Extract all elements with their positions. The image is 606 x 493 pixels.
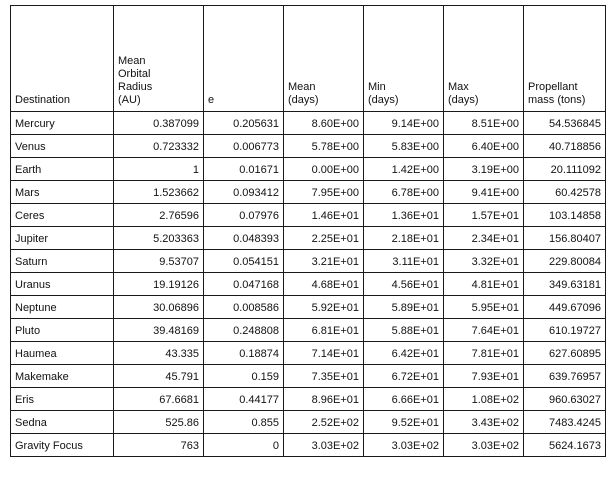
cell-mean-days: 5.92E+01 xyxy=(284,296,364,319)
cell-destination: Neptune xyxy=(11,296,114,319)
cell-max-days: 7.93E+01 xyxy=(444,365,524,388)
table-row xyxy=(11,250,606,273)
header-row xyxy=(11,6,606,112)
table-row xyxy=(11,411,606,434)
header-mean-orbital-radius: Mean Orbital Radius (AU) xyxy=(114,6,204,112)
cell-eccentricity: 0.047168 xyxy=(204,273,284,296)
table-row xyxy=(11,112,606,135)
cell-propellant-mass: 610.19727 xyxy=(524,319,606,342)
cell-destination: Sedna xyxy=(11,411,114,434)
cell-max-days: 8.51E+00 xyxy=(444,112,524,135)
cell-mean-days: 2.25E+01 xyxy=(284,227,364,250)
cell-destination: Pluto xyxy=(11,319,114,342)
cell-min-days: 5.88E+01 xyxy=(364,319,444,342)
table-row xyxy=(11,181,606,204)
cell-destination: Haumea xyxy=(11,342,114,365)
cell-mean-orbital-radius: 525.86 xyxy=(114,411,204,434)
cell-mean-orbital-radius: 0.723332 xyxy=(114,135,204,158)
cell-destination: Makemake xyxy=(11,365,114,388)
cell-min-days: 9.14E+00 xyxy=(364,112,444,135)
cell-min-days: 6.42E+01 xyxy=(364,342,444,365)
cell-min-days: 1.42E+00 xyxy=(364,158,444,181)
cell-mean-orbital-radius: 43.335 xyxy=(114,342,204,365)
table-row xyxy=(11,273,606,296)
cell-mean-days: 4.68E+01 xyxy=(284,273,364,296)
cell-propellant-mass: 54.536845 xyxy=(524,112,606,135)
cell-propellant-mass: 7483.4245 xyxy=(524,411,606,434)
cell-mean-days: 3.21E+01 xyxy=(284,250,364,273)
cell-propellant-mass: 349.63181 xyxy=(524,273,606,296)
cell-max-days: 5.95E+01 xyxy=(444,296,524,319)
cell-mean-days: 7.35E+01 xyxy=(284,365,364,388)
table-row xyxy=(11,365,606,388)
table-row xyxy=(11,434,606,457)
cell-eccentricity: 0.44177 xyxy=(204,388,284,411)
cell-eccentricity: 0.159 xyxy=(204,365,284,388)
data-table xyxy=(10,5,606,457)
header-min-days: Min (days) xyxy=(364,6,444,112)
cell-mean-days: 7.95E+00 xyxy=(284,181,364,204)
cell-max-days: 1.08E+02 xyxy=(444,388,524,411)
cell-min-days: 3.11E+01 xyxy=(364,250,444,273)
cell-propellant-mass: 103.14858 xyxy=(524,204,606,227)
cell-propellant-mass: 40.718856 xyxy=(524,135,606,158)
cell-max-days: 6.40E+00 xyxy=(444,135,524,158)
cell-mean-orbital-radius: 763 xyxy=(114,434,204,457)
cell-max-days: 3.19E+00 xyxy=(444,158,524,181)
cell-max-days: 3.03E+02 xyxy=(444,434,524,457)
cell-min-days: 4.56E+01 xyxy=(364,273,444,296)
cell-eccentricity: 0.048393 xyxy=(204,227,284,250)
cell-mean-days: 8.96E+01 xyxy=(284,388,364,411)
cell-max-days: 3.32E+01 xyxy=(444,250,524,273)
cell-eccentricity: 0.855 xyxy=(204,411,284,434)
cell-max-days: 1.57E+01 xyxy=(444,204,524,227)
cell-destination: Uranus xyxy=(11,273,114,296)
cell-destination: Earth xyxy=(11,158,114,181)
cell-destination: Ceres xyxy=(11,204,114,227)
table-row xyxy=(11,296,606,319)
header-max-days: Max (days) xyxy=(444,6,524,112)
cell-propellant-mass: 60.42578 xyxy=(524,181,606,204)
cell-propellant-mass: 960.63027 xyxy=(524,388,606,411)
table-row xyxy=(11,227,606,250)
cell-mean-orbital-radius: 5.203363 xyxy=(114,227,204,250)
cell-mean-orbital-radius: 19.19126 xyxy=(114,273,204,296)
cell-mean-days: 6.81E+01 xyxy=(284,319,364,342)
cell-max-days: 9.41E+00 xyxy=(444,181,524,204)
cell-destination: Saturn xyxy=(11,250,114,273)
cell-min-days: 2.18E+01 xyxy=(364,227,444,250)
cell-min-days: 5.89E+01 xyxy=(364,296,444,319)
cell-destination: Jupiter xyxy=(11,227,114,250)
cell-eccentricity: 0.07976 xyxy=(204,204,284,227)
cell-mean-orbital-radius: 67.6681 xyxy=(114,388,204,411)
cell-max-days: 7.64E+01 xyxy=(444,319,524,342)
cell-propellant-mass: 639.76957 xyxy=(524,365,606,388)
cell-mean-orbital-radius: 30.06896 xyxy=(114,296,204,319)
cell-min-days: 9.52E+01 xyxy=(364,411,444,434)
cell-mean-days: 8.60E+00 xyxy=(284,112,364,135)
cell-propellant-mass: 229.80084 xyxy=(524,250,606,273)
cell-mean-days: 1.46E+01 xyxy=(284,204,364,227)
cell-max-days: 2.34E+01 xyxy=(444,227,524,250)
cell-max-days: 7.81E+01 xyxy=(444,342,524,365)
cell-mean-orbital-radius: 39.48169 xyxy=(114,319,204,342)
cell-propellant-mass: 5624.1673 xyxy=(524,434,606,457)
cell-max-days: 3.43E+02 xyxy=(444,411,524,434)
cell-propellant-mass: 20.111092 xyxy=(524,158,606,181)
cell-min-days: 6.72E+01 xyxy=(364,365,444,388)
cell-min-days: 1.36E+01 xyxy=(364,204,444,227)
header-mean-days: Mean (days) xyxy=(284,6,364,112)
cell-mean-orbital-radius: 0.387099 xyxy=(114,112,204,135)
cell-mean-orbital-radius: 2.76596 xyxy=(114,204,204,227)
cell-min-days: 6.66E+01 xyxy=(364,388,444,411)
cell-destination: Gravity Focus xyxy=(11,434,114,457)
cell-eccentricity: 0.054151 xyxy=(204,250,284,273)
cell-eccentricity: 0.006773 xyxy=(204,135,284,158)
cell-mean-days: 0.00E+00 xyxy=(284,158,364,181)
cell-propellant-mass: 156.80407 xyxy=(524,227,606,250)
cell-destination: Venus xyxy=(11,135,114,158)
table-row xyxy=(11,158,606,181)
cell-propellant-mass: 627.60895 xyxy=(524,342,606,365)
cell-mean-days: 5.78E+00 xyxy=(284,135,364,158)
cell-eccentricity: 0.093412 xyxy=(204,181,284,204)
table-row xyxy=(11,135,606,158)
cell-destination: Mercury xyxy=(11,112,114,135)
table-row xyxy=(11,204,606,227)
cell-destination: Eris xyxy=(11,388,114,411)
cell-eccentricity: 0.205631 xyxy=(204,112,284,135)
cell-eccentricity: 0.008586 xyxy=(204,296,284,319)
cell-eccentricity: 0 xyxy=(204,434,284,457)
cell-min-days: 3.03E+02 xyxy=(364,434,444,457)
cell-mean-orbital-radius: 1 xyxy=(114,158,204,181)
cell-mean-days: 7.14E+01 xyxy=(284,342,364,365)
cell-mean-orbital-radius: 45.791 xyxy=(114,365,204,388)
table-row xyxy=(11,342,606,365)
cell-mean-days: 3.03E+02 xyxy=(284,434,364,457)
table-row xyxy=(11,388,606,411)
cell-destination: Mars xyxy=(11,181,114,204)
cell-eccentricity: 0.248808 xyxy=(204,319,284,342)
cell-mean-orbital-radius: 1.523662 xyxy=(114,181,204,204)
cell-eccentricity: 0.18874 xyxy=(204,342,284,365)
header-propellant-mass: Propellant mass (tons) xyxy=(524,6,606,112)
cell-eccentricity: 0.01671 xyxy=(204,158,284,181)
table-row xyxy=(11,319,606,342)
header-destination: Destination xyxy=(11,6,114,112)
header-eccentricity: e xyxy=(204,6,284,112)
cell-mean-orbital-radius: 9.53707 xyxy=(114,250,204,273)
cell-max-days: 4.81E+01 xyxy=(444,273,524,296)
cell-min-days: 5.83E+00 xyxy=(364,135,444,158)
cell-propellant-mass: 449.67096 xyxy=(524,296,606,319)
cell-mean-days: 2.52E+02 xyxy=(284,411,364,434)
cell-min-days: 6.78E+00 xyxy=(364,181,444,204)
